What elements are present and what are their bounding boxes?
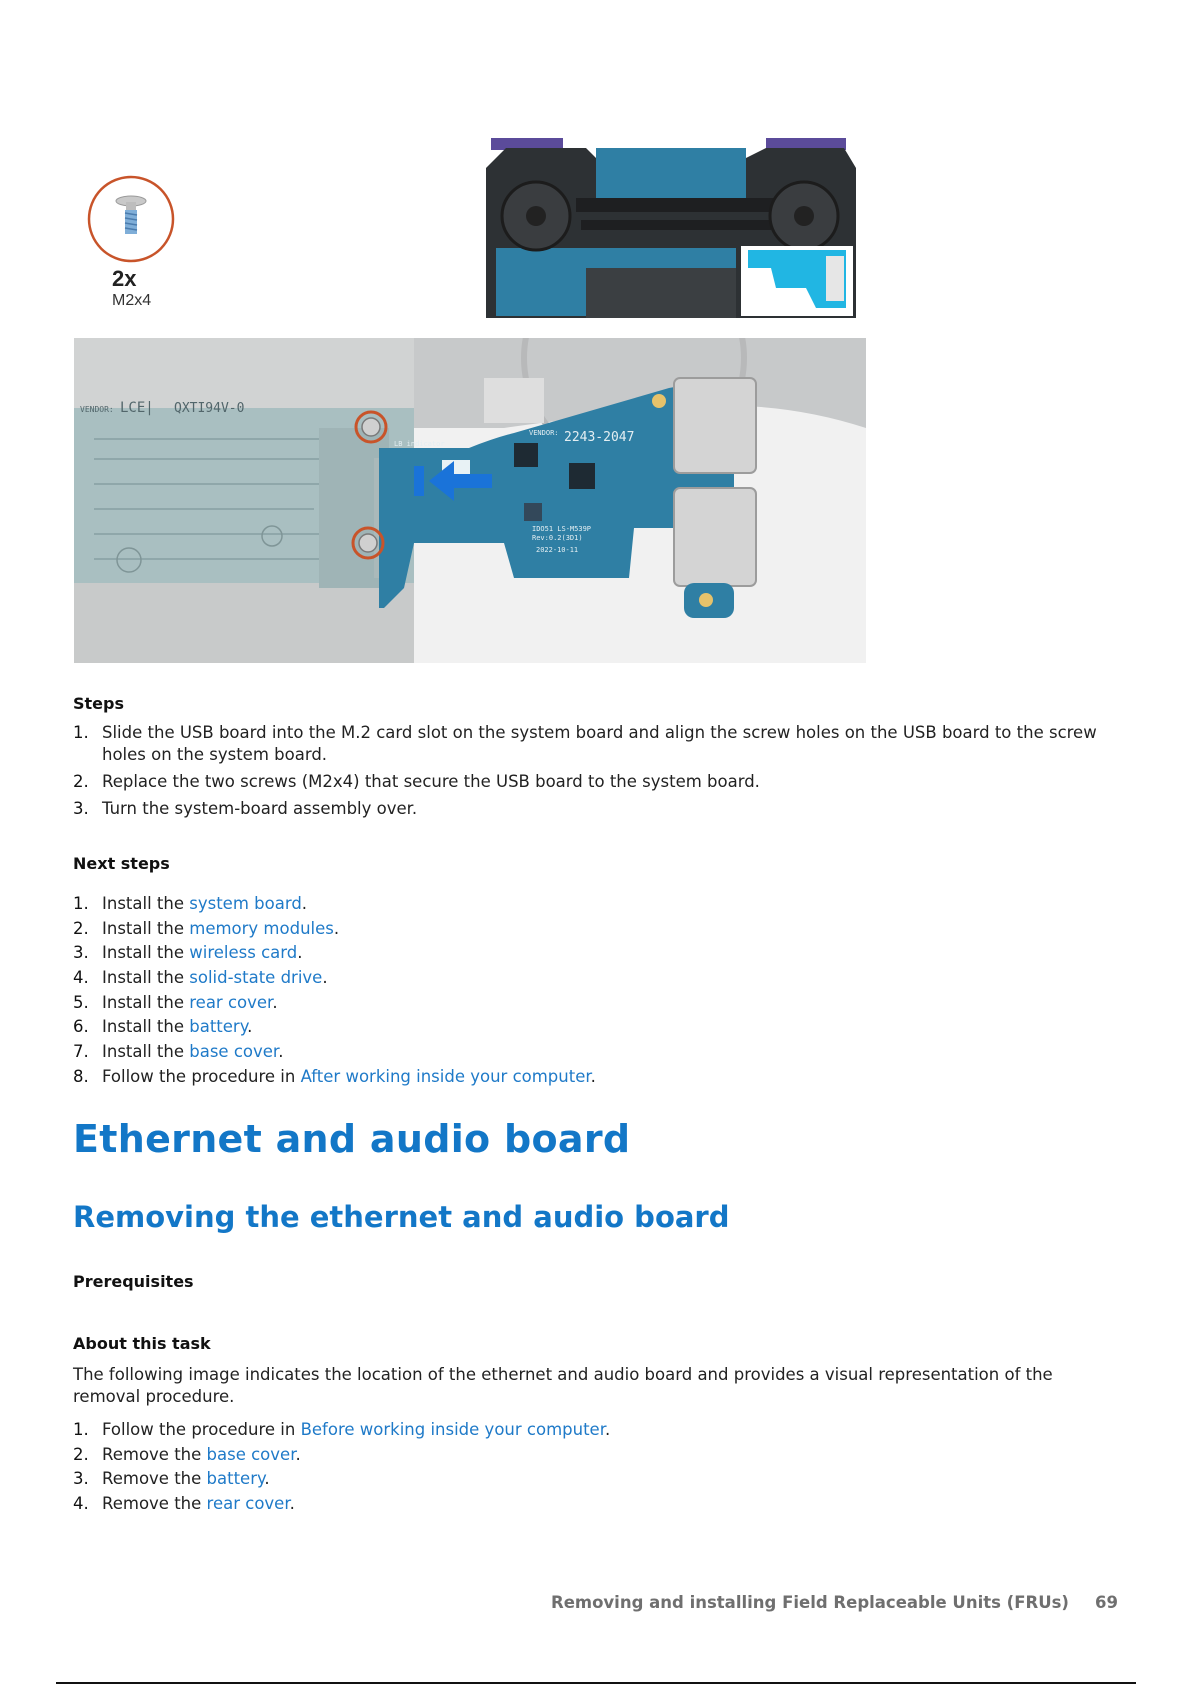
step-text: Turn the system-board assembly over. — [102, 799, 418, 818]
step-suffix: . — [604, 1420, 611, 1439]
link-before-working[interactable]: Before working inside your computer — [300, 1420, 605, 1439]
prerequisites-heading: Prerequisites — [73, 1272, 194, 1291]
step-text: Install the — [102, 1017, 190, 1037]
step-text: Install the — [102, 968, 190, 988]
next-steps-heading: Next steps — [73, 854, 170, 873]
board-label-rev: Rev:0.2(3D1) — [532, 534, 583, 542]
step-suffix: . — [333, 918, 340, 938]
step-text: Remove the — [102, 1494, 207, 1514]
link-wireless-card[interactable]: wireless card — [189, 943, 298, 963]
next-steps-list — [73, 893, 1118, 1091]
link-rear-cover[interactable]: rear cover — [206, 1494, 290, 1514]
board-label-code-left: LCE| — [120, 400, 154, 416]
step-number: 3. — [73, 1469, 89, 1489]
step-number: 3. — [73, 799, 89, 818]
step-text: Follow the procedure in — [102, 1420, 301, 1439]
footer-title: Removing and installing Field Replaceable Units (FRUs) — [551, 1593, 1069, 1612]
step-text: Install the — [102, 918, 190, 938]
list-item — [73, 918, 1118, 940]
steps-list — [73, 722, 1118, 825]
link-after-working[interactable]: After working inside your computer — [300, 1066, 591, 1086]
list-item — [73, 992, 1118, 1014]
step-suffix: . — [264, 1469, 270, 1489]
link-base-cover[interactable]: base cover — [206, 1444, 296, 1464]
step-text: Remove the — [102, 1469, 207, 1489]
list-item — [73, 1066, 1118, 1088]
step-text: Follow the procedure in — [102, 1066, 301, 1086]
link-system-board[interactable]: system board — [189, 894, 302, 913]
board-label-vendor-left: VENDOR: — [80, 405, 114, 414]
section-title: Ethernet and audio board — [73, 1117, 631, 1161]
list-item — [73, 1041, 1118, 1063]
list-item — [73, 893, 1118, 915]
list-item — [73, 1419, 1118, 1441]
step-text: Remove the — [102, 1444, 207, 1464]
step-suffix: . — [301, 894, 308, 913]
step-suffix: . — [272, 992, 278, 1012]
link-solid-state-drive[interactable]: solid-state drive — [189, 968, 323, 988]
step-suffix: . — [289, 1494, 295, 1514]
list-item — [73, 1444, 1118, 1466]
step-number: 3. — [73, 943, 89, 963]
link-memory-modules[interactable]: memory modules — [189, 918, 334, 938]
link-base-cover[interactable]: base cover — [189, 1042, 279, 1062]
board-label-part-left: QXTI94V-0 — [174, 401, 245, 416]
link-battery[interactable]: battery — [189, 1017, 248, 1037]
step-number: 8. — [73, 1066, 89, 1086]
screw-count: 2x — [112, 266, 137, 291]
step-number: 2. — [73, 772, 89, 791]
step-suffix: . — [295, 1444, 301, 1464]
step-suffix: . — [297, 943, 303, 963]
page-number: 69 — [1095, 1593, 1118, 1612]
step-number: 2. — [73, 1444, 89, 1464]
step-number: 7. — [73, 1042, 89, 1062]
steps-heading: Steps — [73, 694, 124, 713]
board-label-id: IDO51 LS-M539P — [532, 525, 592, 533]
about-heading: About this task — [73, 1334, 211, 1353]
step-text: Install the — [102, 992, 190, 1012]
link-battery[interactable]: battery — [206, 1469, 265, 1489]
list-item — [73, 1493, 1118, 1515]
step-suffix: . — [247, 1017, 253, 1037]
about-text: The following image indicates the location of the ethernet and audio board and provides a visual representation of the removal procedure. — [73, 1365, 1053, 1406]
list-item — [73, 1016, 1118, 1038]
board-label-indicator: LB indicator — [394, 440, 445, 448]
screw-icon — [86, 174, 186, 274]
board-label-vendor-right: VENDOR: — [529, 429, 559, 437]
step-text: Install the — [102, 943, 190, 963]
overview-image — [486, 138, 856, 328]
step-number: 1. — [73, 894, 89, 913]
board-label-date: 2022-10-11 — [536, 546, 579, 554]
step-number: 6. — [73, 1017, 89, 1037]
step-number: 4. — [73, 1494, 89, 1514]
step-suffix: . — [278, 1042, 284, 1062]
list-item — [73, 1468, 1118, 1490]
prerequisites-list — [73, 1419, 1118, 1518]
step-number: 5. — [73, 992, 89, 1012]
list-item — [73, 722, 1118, 766]
list-item — [73, 967, 1118, 989]
screw-callout — [86, 174, 186, 324]
step-number: 1. — [73, 723, 89, 742]
detail-image — [74, 338, 866, 663]
list-item — [73, 942, 1118, 964]
link-rear-cover[interactable]: rear cover — [189, 992, 273, 1012]
step-text: Install the — [102, 894, 190, 913]
screw-type: M2x4 — [112, 292, 152, 309]
subsection-title: Removing the ethernet and audio board — [73, 1200, 730, 1234]
step-text: Slide the USB board into the M.2 card slot on the system board and align the screw holes on the USB board to the screw holes on the system board. — [102, 723, 1097, 764]
step-number: 2. — [73, 918, 89, 938]
step-number: 1. — [73, 1420, 89, 1439]
step-text: Replace the two screws (M2x4) that secure the USB board to the system board. — [102, 772, 760, 791]
step-suffix: . — [322, 968, 328, 988]
list-item — [73, 798, 1118, 820]
list-item — [73, 771, 1118, 793]
step-number: 4. — [73, 968, 89, 988]
step-suffix: . — [590, 1066, 596, 1086]
board-label-serial: 2243-2047 — [564, 430, 635, 445]
step-text: Install the — [102, 1042, 190, 1062]
